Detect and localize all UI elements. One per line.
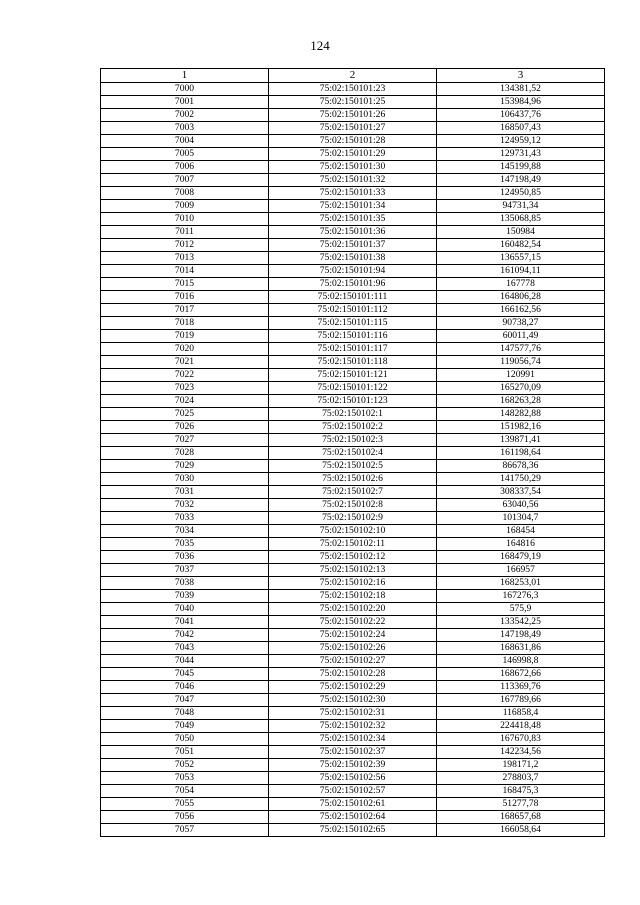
- table-row: [101, 746, 605, 759]
- table-row: [101, 655, 605, 668]
- value-cell: 161094,11: [437, 265, 605, 278]
- value-cell: 151982,16: [437, 421, 605, 434]
- value-cell: 142234,56: [437, 746, 605, 759]
- table-row: [101, 356, 605, 369]
- table-row: [101, 473, 605, 486]
- row-number-cell: 7001: [101, 96, 269, 109]
- cadastral-number-cell: 75:02:150102:27: [269, 655, 437, 668]
- value-cell: 153984,96: [437, 96, 605, 109]
- table-row: [101, 460, 605, 473]
- row-number-cell: 7053: [101, 772, 269, 785]
- cadastral-number-cell: 75:02:150101:25: [269, 96, 437, 109]
- table-row: [101, 798, 605, 811]
- value-cell: 116858,4: [437, 707, 605, 720]
- row-number-cell: 7009: [101, 200, 269, 213]
- value-cell: 134381,52: [437, 83, 605, 96]
- table-row: [101, 551, 605, 564]
- table-row: [101, 148, 605, 161]
- value-cell: 168253,01: [437, 577, 605, 590]
- cadastral-number-cell: 75:02:150101:34: [269, 200, 437, 213]
- table-row: [101, 434, 605, 447]
- row-number-cell: 7000: [101, 83, 269, 96]
- row-number-cell: 7002: [101, 109, 269, 122]
- table-row: [101, 733, 605, 746]
- table-row: [101, 616, 605, 629]
- value-cell: 164806,28: [437, 291, 605, 304]
- row-number-cell: 7034: [101, 525, 269, 538]
- cadastral-number-cell: 75:02:150101:94: [269, 265, 437, 278]
- row-number-cell: 7007: [101, 174, 269, 187]
- value-cell: 168479,19: [437, 551, 605, 564]
- cadastral-number-cell: 75:02:150101:118: [269, 356, 437, 369]
- row-number-cell: 7028: [101, 447, 269, 460]
- table-row: [101, 707, 605, 720]
- cadastral-number-cell: 75:02:150101:121: [269, 369, 437, 382]
- row-number-cell: 7027: [101, 434, 269, 447]
- row-number-cell: 7026: [101, 421, 269, 434]
- cadastral-number-cell: 75:02:150102:8: [269, 499, 437, 512]
- row-number-cell: 7048: [101, 707, 269, 720]
- table-row: [101, 538, 605, 551]
- row-number-cell: 7039: [101, 590, 269, 603]
- value-cell: 167276,3: [437, 590, 605, 603]
- cadastral-number-cell: 75:02:150101:96: [269, 278, 437, 291]
- value-cell: 141750,29: [437, 473, 605, 486]
- table-row: [101, 512, 605, 525]
- value-cell: 124950,85: [437, 187, 605, 200]
- row-number-cell: 7029: [101, 460, 269, 473]
- table-row: [101, 330, 605, 343]
- table-row: [101, 629, 605, 642]
- table-row: [101, 122, 605, 135]
- table-row: [101, 382, 605, 395]
- value-cell: 166162,56: [437, 304, 605, 317]
- table-row: [101, 785, 605, 798]
- value-cell: 147577,76: [437, 343, 605, 356]
- table-body: [101, 83, 605, 837]
- value-cell: 147198,49: [437, 629, 605, 642]
- value-cell: 124959,12: [437, 135, 605, 148]
- value-cell: 160482,54: [437, 239, 605, 252]
- row-number-cell: 7016: [101, 291, 269, 304]
- value-cell: 60011,49: [437, 330, 605, 343]
- row-number-cell: 7011: [101, 226, 269, 239]
- table-row: [101, 226, 605, 239]
- cadastral-number-cell: 75:02:150101:28: [269, 135, 437, 148]
- value-cell: 101304,7: [437, 512, 605, 525]
- cadastral-number-cell: 75:02:150101:26: [269, 109, 437, 122]
- row-number-cell: 7049: [101, 720, 269, 733]
- cadastral-number-cell: 75:02:150102:9: [269, 512, 437, 525]
- column-header-2: 2: [269, 69, 437, 83]
- row-number-cell: 7051: [101, 746, 269, 759]
- column-header-1: 1: [101, 69, 269, 83]
- value-cell: 165270,09: [437, 382, 605, 395]
- row-number-cell: 7019: [101, 330, 269, 343]
- table-row: [101, 603, 605, 616]
- cadastral-number-cell: 75:02:150101:30: [269, 161, 437, 174]
- value-cell: 148282,88: [437, 408, 605, 421]
- value-cell: 575,9: [437, 603, 605, 616]
- table-row: [101, 408, 605, 421]
- table-row: [101, 213, 605, 226]
- table-row: [101, 96, 605, 109]
- value-cell: 166058,64: [437, 824, 605, 837]
- value-cell: 168672,66: [437, 668, 605, 681]
- table-row: [101, 694, 605, 707]
- cadastral-number-cell: 75:02:150102:12: [269, 551, 437, 564]
- row-number-cell: 7024: [101, 395, 269, 408]
- cadastral-number-cell: 75:02:150102:39: [269, 759, 437, 772]
- cadastral-number-cell: 75:02:150102:11: [269, 538, 437, 551]
- value-cell: 168631,86: [437, 642, 605, 655]
- value-cell: 224418,48: [437, 720, 605, 733]
- row-number-cell: 7047: [101, 694, 269, 707]
- value-cell: 90738,27: [437, 317, 605, 330]
- table-row: [101, 265, 605, 278]
- row-number-cell: 7031: [101, 486, 269, 499]
- value-cell: 166957: [437, 564, 605, 577]
- cadastral-number-cell: 75:02:150102:18: [269, 590, 437, 603]
- row-number-cell: 7056: [101, 811, 269, 824]
- table-row: [101, 343, 605, 356]
- row-number-cell: 7035: [101, 538, 269, 551]
- table-row: [101, 447, 605, 460]
- cadastral-number-cell: 75:02:150101:111: [269, 291, 437, 304]
- table-row: [101, 161, 605, 174]
- cadastral-number-cell: 75:02:150101:35: [269, 213, 437, 226]
- row-number-cell: 7022: [101, 369, 269, 382]
- row-number-cell: 7044: [101, 655, 269, 668]
- value-cell: 168263,28: [437, 395, 605, 408]
- value-cell: 129731,43: [437, 148, 605, 161]
- row-number-cell: 7050: [101, 733, 269, 746]
- table-row: [101, 486, 605, 499]
- row-number-cell: 7057: [101, 824, 269, 837]
- cadastral-number-cell: 75:02:150102:28: [269, 668, 437, 681]
- value-cell: 139871,41: [437, 434, 605, 447]
- row-number-cell: 7003: [101, 122, 269, 135]
- row-number-cell: 7025: [101, 408, 269, 421]
- table-row: [101, 668, 605, 681]
- value-cell: 168507,43: [437, 122, 605, 135]
- cadastral-number-cell: 75:02:150101:116: [269, 330, 437, 343]
- table-row: [101, 421, 605, 434]
- table-row: [101, 109, 605, 122]
- cadastral-number-cell: 75:02:150102:26: [269, 642, 437, 655]
- table-row: [101, 317, 605, 330]
- cadastral-number-cell: 75:02:150101:32: [269, 174, 437, 187]
- value-cell: 167789,66: [437, 694, 605, 707]
- value-cell: 94731,34: [437, 200, 605, 213]
- cadastral-number-cell: 75:02:150102:5: [269, 460, 437, 473]
- row-number-cell: 7045: [101, 668, 269, 681]
- table-row: [101, 824, 605, 837]
- row-number-cell: 7030: [101, 473, 269, 486]
- table-row: [101, 564, 605, 577]
- row-number-cell: 7004: [101, 135, 269, 148]
- value-cell: 161198,64: [437, 447, 605, 460]
- table-row: [101, 369, 605, 382]
- value-cell: 150984: [437, 226, 605, 239]
- row-number-cell: 7017: [101, 304, 269, 317]
- cadastral-number-cell: 75:02:150102:16: [269, 577, 437, 590]
- value-cell: 308337,54: [437, 486, 605, 499]
- value-cell: 145199,88: [437, 161, 605, 174]
- row-number-cell: 7015: [101, 278, 269, 291]
- cadastral-number-cell: 75:02:150102:37: [269, 746, 437, 759]
- table-row: [101, 200, 605, 213]
- table-row: [101, 681, 605, 694]
- cadastral-number-cell: 75:02:150102:30: [269, 694, 437, 707]
- value-cell: 198171,2: [437, 759, 605, 772]
- row-number-cell: 7036: [101, 551, 269, 564]
- table-row: [101, 720, 605, 733]
- row-number-cell: 7020: [101, 343, 269, 356]
- value-cell: 51277,78: [437, 798, 605, 811]
- row-number-cell: 7043: [101, 642, 269, 655]
- row-number-cell: 7042: [101, 629, 269, 642]
- cadastral-number-cell: 75:02:150102:7: [269, 486, 437, 499]
- row-number-cell: 7005: [101, 148, 269, 161]
- cadastral-number-cell: 75:02:150101:38: [269, 252, 437, 265]
- value-cell: 168454: [437, 525, 605, 538]
- table-row: [101, 590, 605, 603]
- table-row: [101, 174, 605, 187]
- value-cell: 167670,83: [437, 733, 605, 746]
- cadastral-number-cell: 75:02:150102:57: [269, 785, 437, 798]
- value-cell: 86678,36: [437, 460, 605, 473]
- table-row: [101, 811, 605, 824]
- value-cell: 136557,15: [437, 252, 605, 265]
- cadastral-number-cell: 75:02:150102:64: [269, 811, 437, 824]
- value-cell: 63040,56: [437, 499, 605, 512]
- page-number: 124: [310, 38, 330, 53]
- table-row: [101, 135, 605, 148]
- table-row: [101, 187, 605, 200]
- row-number-cell: 7055: [101, 798, 269, 811]
- value-cell: 147198,49: [437, 174, 605, 187]
- row-number-cell: 7012: [101, 239, 269, 252]
- row-number-cell: 7038: [101, 577, 269, 590]
- table-row: [101, 278, 605, 291]
- value-cell: 278803,7: [437, 772, 605, 785]
- cadastral-number-cell: 75:02:150101:27: [269, 122, 437, 135]
- table-row: [101, 759, 605, 772]
- row-number-cell: 7033: [101, 512, 269, 525]
- cadastral-number-cell: 75:02:150101:33: [269, 187, 437, 200]
- table-row: [101, 772, 605, 785]
- table-row: [101, 252, 605, 265]
- cadastral-number-cell: 75:02:150102:31: [269, 707, 437, 720]
- table-row: [101, 304, 605, 317]
- cadastral-number-cell: 75:02:150101:37: [269, 239, 437, 252]
- row-number-cell: 7032: [101, 499, 269, 512]
- table-row: [101, 291, 605, 304]
- value-cell: 133542,25: [437, 616, 605, 629]
- cadastral-number-cell: 75:02:150101:122: [269, 382, 437, 395]
- row-number-cell: 7052: [101, 759, 269, 772]
- cadastral-number-cell: 75:02:150102:3: [269, 434, 437, 447]
- value-cell: 164816: [437, 538, 605, 551]
- table-row: [101, 577, 605, 590]
- row-number-cell: 7013: [101, 252, 269, 265]
- cadastral-number-cell: 75:02:150102:4: [269, 447, 437, 460]
- row-number-cell: 7018: [101, 317, 269, 330]
- data-table: [100, 68, 605, 837]
- cadastral-number-cell: 75:02:150101:23: [269, 83, 437, 96]
- value-cell: 167778: [437, 278, 605, 291]
- value-cell: 113369,76: [437, 681, 605, 694]
- cadastral-number-cell: 75:02:150102:34: [269, 733, 437, 746]
- row-number-cell: 7023: [101, 382, 269, 395]
- cadastral-number-cell: 75:02:150102:1: [269, 408, 437, 421]
- row-number-cell: 7046: [101, 681, 269, 694]
- row-number-cell: 7041: [101, 616, 269, 629]
- cadastral-number-cell: 75:02:150102:32: [269, 720, 437, 733]
- value-cell: 168475,3: [437, 785, 605, 798]
- row-number-cell: 7008: [101, 187, 269, 200]
- column-header-3: 3: [437, 69, 605, 83]
- cadastral-number-cell: 75:02:150102:56: [269, 772, 437, 785]
- cadastral-number-cell: 75:02:150101:123: [269, 395, 437, 408]
- row-number-cell: 7054: [101, 785, 269, 798]
- row-number-cell: 7037: [101, 564, 269, 577]
- table-row: [101, 642, 605, 655]
- cadastral-number-cell: 75:02:150102:6: [269, 473, 437, 486]
- row-number-cell: 7021: [101, 356, 269, 369]
- value-cell: 135068,85: [437, 213, 605, 226]
- table-row: [101, 395, 605, 408]
- cadastral-number-cell: 75:02:150101:29: [269, 148, 437, 161]
- table-header-row: [101, 69, 605, 83]
- cadastral-number-cell: 75:02:150101:117: [269, 343, 437, 356]
- cadastral-number-cell: 75:02:150102:20: [269, 603, 437, 616]
- row-number-cell: 7006: [101, 161, 269, 174]
- cadastral-number-cell: 75:02:150101:115: [269, 317, 437, 330]
- table-row: [101, 499, 605, 512]
- row-number-cell: 7014: [101, 265, 269, 278]
- table-row: [101, 525, 605, 538]
- value-cell: 168657,68: [437, 811, 605, 824]
- value-cell: 120991: [437, 369, 605, 382]
- cadastral-number-cell: 75:02:150102:29: [269, 681, 437, 694]
- table-row: [101, 83, 605, 96]
- cadastral-number-cell: 75:02:150101:112: [269, 304, 437, 317]
- table-row: [101, 239, 605, 252]
- cadastral-number-cell: 75:02:150102:22: [269, 616, 437, 629]
- cadastral-number-cell: 75:02:150102:65: [269, 824, 437, 837]
- cadastral-number-cell: 75:02:150101:36: [269, 226, 437, 239]
- value-cell: 119056,74: [437, 356, 605, 369]
- cadastral-number-cell: 75:02:150102:24: [269, 629, 437, 642]
- cadastral-number-cell: 75:02:150102:61: [269, 798, 437, 811]
- cadastral-number-cell: 75:02:150102:10: [269, 525, 437, 538]
- row-number-cell: 7010: [101, 213, 269, 226]
- value-cell: 106437,76: [437, 109, 605, 122]
- row-number-cell: 7040: [101, 603, 269, 616]
- cadastral-number-cell: 75:02:150102:13: [269, 564, 437, 577]
- value-cell: 146998,8: [437, 655, 605, 668]
- cadastral-number-cell: 75:02:150102:2: [269, 421, 437, 434]
